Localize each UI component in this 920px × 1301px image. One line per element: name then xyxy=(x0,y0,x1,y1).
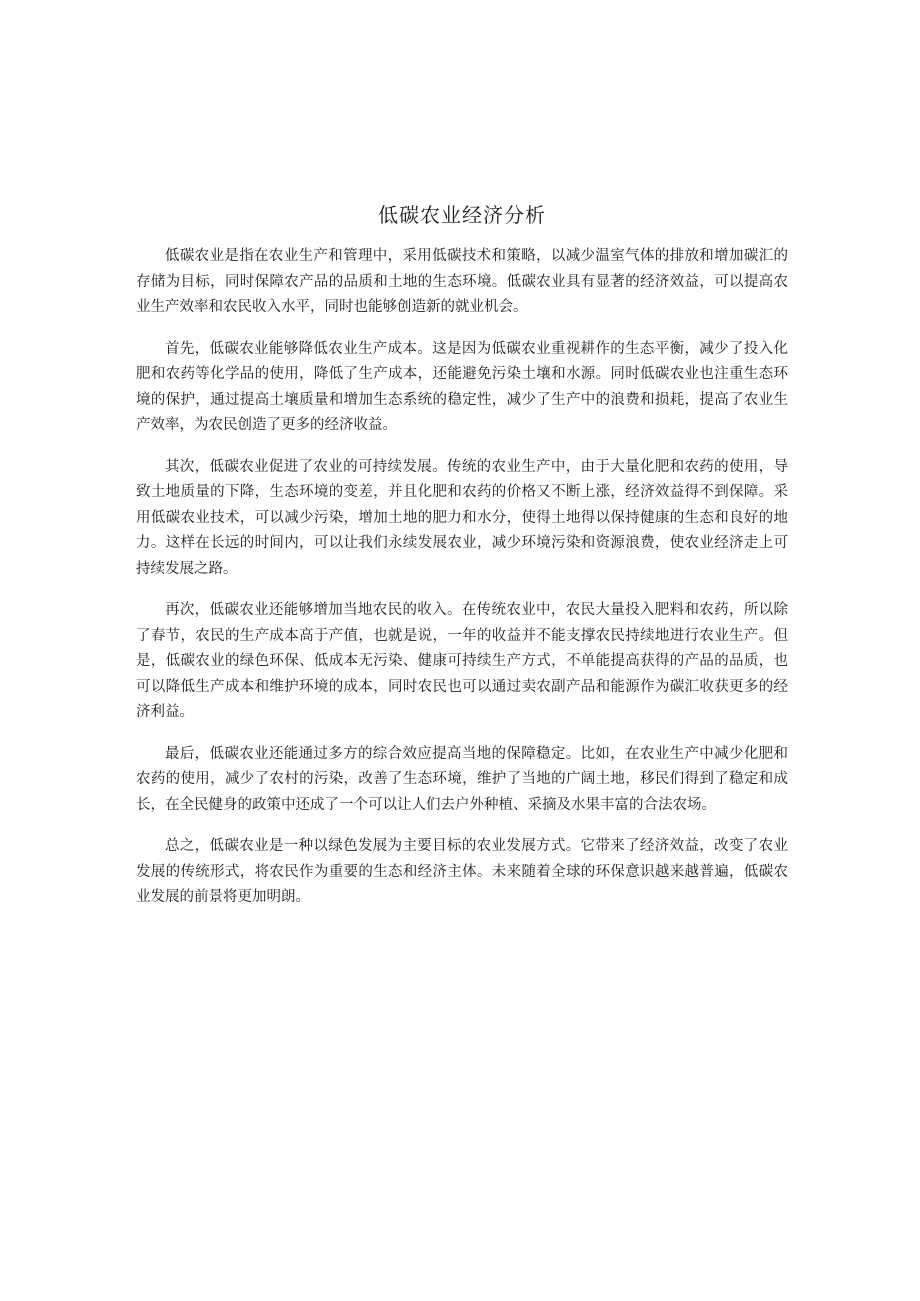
paragraph-first: 首先，低碳农业能够降低农业生产成本。这是因为低碳农业重视耕作的生态平衡，减少了投入化肥和农药等化学品的使用，降低了生产成本，还能避免污染土壤和水源。同时低碳农业也注重生态环境的保护，通过提高土壤质量和增加生态系统的稳定性，减少了生产中的浪费和损耗，提高了农业生产效率，为农民创造了更多的经济收益。 xyxy=(136,340,788,433)
paragraph-intro: 低碳农业是指在农业生产和管理中，采用低碳技术和策略，以减少温室气体的排放和增加碳汇的存储为目标，同时保障农产品的品质和土地的生态环境。低碳农业具有显著的经济效益，可以提高农业生产效率和农民收入水平，同时也能够创造新的就业机会。 xyxy=(136,248,788,315)
document-page xyxy=(136,200,788,927)
paragraph-second: 其次，低碳农业促进了农业的可持续发展。传统的农业生产中，由于大量化肥和农药的使用，导致土地质量的下降，生态环境的变差，并且化肥和农药的价格又不断上涨，经济效益得不到保障。采用低碳农业技术，可以减少污染，增加土地的肥力和水分，使得土地得以保持健康的生态和良好的地力。这样在长远的时间内，可以让我们永续发展农业，减少环境污染和资源浪费，使农业经济走上可持续发展之路。 xyxy=(136,458,788,577)
paragraph-last: 最后，低碳农业还能通过多方的综合效应提高当地的保障稳定。比如，在农业生产中减少化肥和农药的使用，减少了农村的污染，改善了生态环境，维护了当地的广阔土地，移民们得到了稳定和成长，在全民健身的政策中还成了一个可以让人们去户外种植、采摘及水果丰富的合法农场。 xyxy=(136,745,788,813)
paragraph-third: 再次，低碳农业还能够增加当地农民的收入。在传统农业中，农民大量投入肥料和农药，所以除了春节，农民的生产成本高于产值，也就是说，一年的收益并不能支撑农民持续地进行农业生产。但是，低碳农业的绿色环保、低成本无污染、健康可持续生产方式，不单能提高获得的产品的品质，也可以降低生产成本和维护环境的成本，同时农民也可以通过卖农副产品和能源作为碳汇收获更多的经济利益。 xyxy=(136,602,788,720)
paragraph-conclusion: 总之，低碳农业是一种以绿色发展为主要目标的农业发展方式。它带来了经济效益，改变了农业发展的传统形式，将农民作为重要的生态和经济主体。未来随着全球的环保意识越来越普遍，低碳农业发展的前景将更加明朗。 xyxy=(136,838,788,905)
document-title: 低碳农业经济分析 xyxy=(378,203,546,227)
